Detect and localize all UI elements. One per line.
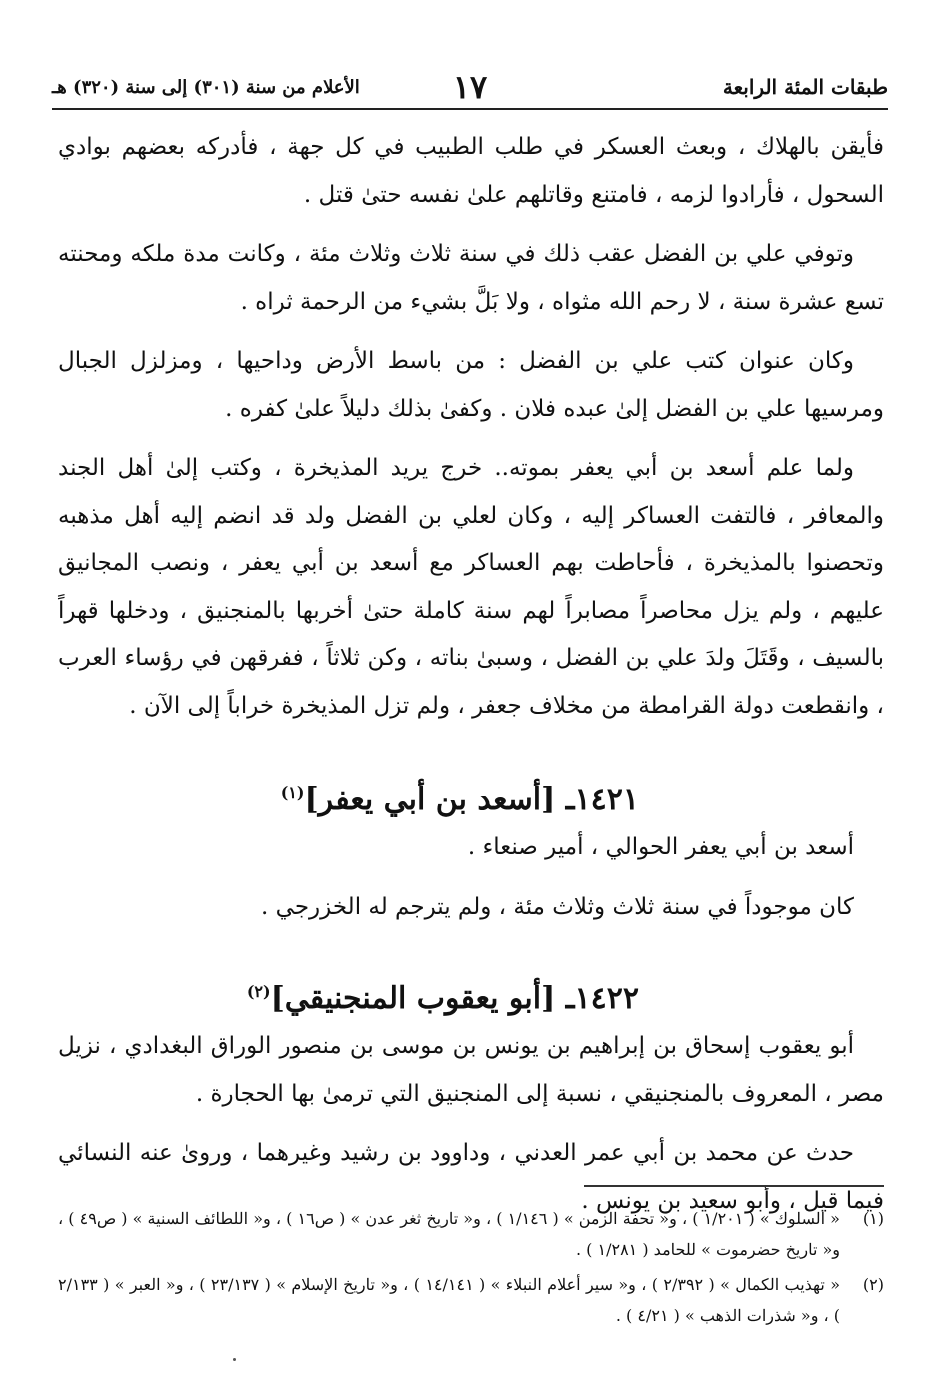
paragraph-1: فأيقن بالهلاك ، وبعث العسكر في طلب الطبيب في كل جهة ، فأدركه بعضهم بوادي السحول ، فأرادوا لزمه ، فامتنع وقاتلهم علىٰ نفسه حتىٰ قتل . — [58, 134, 884, 208]
entry-1421-heading: ١٤٢١ـ [أسعد بن أبي يعفر] — [304, 782, 639, 817]
entry-1422-line-1: أبو يعقوب إسحاق بن إبراهيم بن يونس بن موسى بن منصور الوراق البغدادي ، نزيل مصر ، المعروف بالمنجنيقي ، نسبة إلى المنجنيق التي ترمىٰ بها الحجارة . — [58, 1033, 884, 1107]
page-number: ١٧ — [452, 68, 488, 106]
entry-1422-line-2: حدث عن محمد بن أبي عمر العدني ، وداوود بن رشيد وغيرهما ، وروىٰ عنه النسائي فيما قيل ، وأبو سعيد بن يونس . — [58, 1140, 884, 1214]
scan-speck — [233, 1358, 236, 1361]
footnote-2-text: « تهذيب الكمال » ( ٢/٣٩٢ ) ، و« سير أعلام النبلاء » ( ١٤/١٤١ ) ، و« تاريخ الإسلام » ( ٢٣/١٣٧ ) ، و« العبر » ( ٢/١٣٣ ) ، و« شذرات الذهب » ( ٤/٢١ ) . — [58, 1275, 841, 1325]
entry-1421-line-2: كان موجوداً في سنة ثلاث وثلاث مئة ، ولم يترجم له الخزرجي . — [261, 893, 854, 920]
entry-1422-title — [58, 961, 884, 1023]
footnotes — [58, 1185, 884, 1335]
footnote-1-text: « السلوك » ( ١/٢٠١ ) ، و« تحفة الزمن » ( ١/١٤٦ ) ، و« تاريخ ثغر عدن » ( ص١٦ ) ، و« اللطائف السنية » ( ص٤٩ ) ، و« تاريخ حضرموت » للحامد ( ١/٢٨١ ) . — [58, 1209, 840, 1259]
entry-1421-title — [58, 762, 884, 824]
footnote-1 — [58, 1203, 884, 1265]
paragraph-3: وكان عنوان كتب علي بن الفضل : من باسط الأرض وداحيها ، ومزلزل الجبال ومرسيها علي بن الفضل إلىٰ عبده فلان . وكفىٰ بذلك دليلاً علىٰ كفره . — [58, 348, 884, 422]
footnote-ref-1: (١) — [280, 783, 305, 802]
footnote-ref-2: (٢) — [246, 982, 271, 1001]
page-body — [58, 124, 884, 1237]
footnote-2-number: (٢) — [862, 1275, 884, 1294]
footnote-divider — [584, 1185, 884, 1187]
running-header — [52, 66, 888, 110]
section-title: الأعلام من سنة (٣٠١) إلى سنة (٣٢٠) هـ — [52, 76, 360, 98]
paragraph-2: وتوفي علي بن الفضل عقب ذلك في سنة ثلاث وثلاث مئة ، وكانت مدة ملكه ومحنته تسع عشرة سنة ، لا رحم الله مثواه ، ولا بَلَّ بشيء من الرحمة ثراه . — [58, 241, 884, 315]
book-title: طبقات المئة الرابعة — [722, 75, 888, 99]
footnote-2 — [58, 1269, 884, 1331]
entry-1421-line-1: أسعد بن أبي يعفر الحوالي ، أمير صنعاء . — [467, 834, 854, 860]
entry-1422-heading: ١٤٢٢ـ [أبو يعقوب المنجنيقي] — [270, 981, 639, 1016]
paragraph-4: ولما علم أسعد بن أبي يعفر بموته.. خرج يريد المذيخرة ، وكتب إلىٰ أهل الجند والمعافر ، فالتفت العساكر إليه ، وكان لعلي بن الفضل ولد قد انضم إليه أهل مذهبه وتحصنوا بالمذيخرة ، فأحاطت بهم العساكر مع أسعد بن أبي يعفر ، ونصب المجانيق عليهم ، ولم يزل محاصراً مصابراً لهم سنة كاملة حتىٰ أخربها بالمنجنيق ، ودخلها قهراً بالسيف ، وقَتَلَ ولدَ علي بن الفضل ، وسبىٰ بناته ، وكن ثلاثاً ، ففرقهن في رؤساء العرب ، وانقطعت دولة القرامطة من مخلاف جعفر ، ولم تزل المذيخرة خراباً إلى الآن . — [58, 455, 884, 719]
footnote-1-number: (١) — [862, 1209, 884, 1228]
